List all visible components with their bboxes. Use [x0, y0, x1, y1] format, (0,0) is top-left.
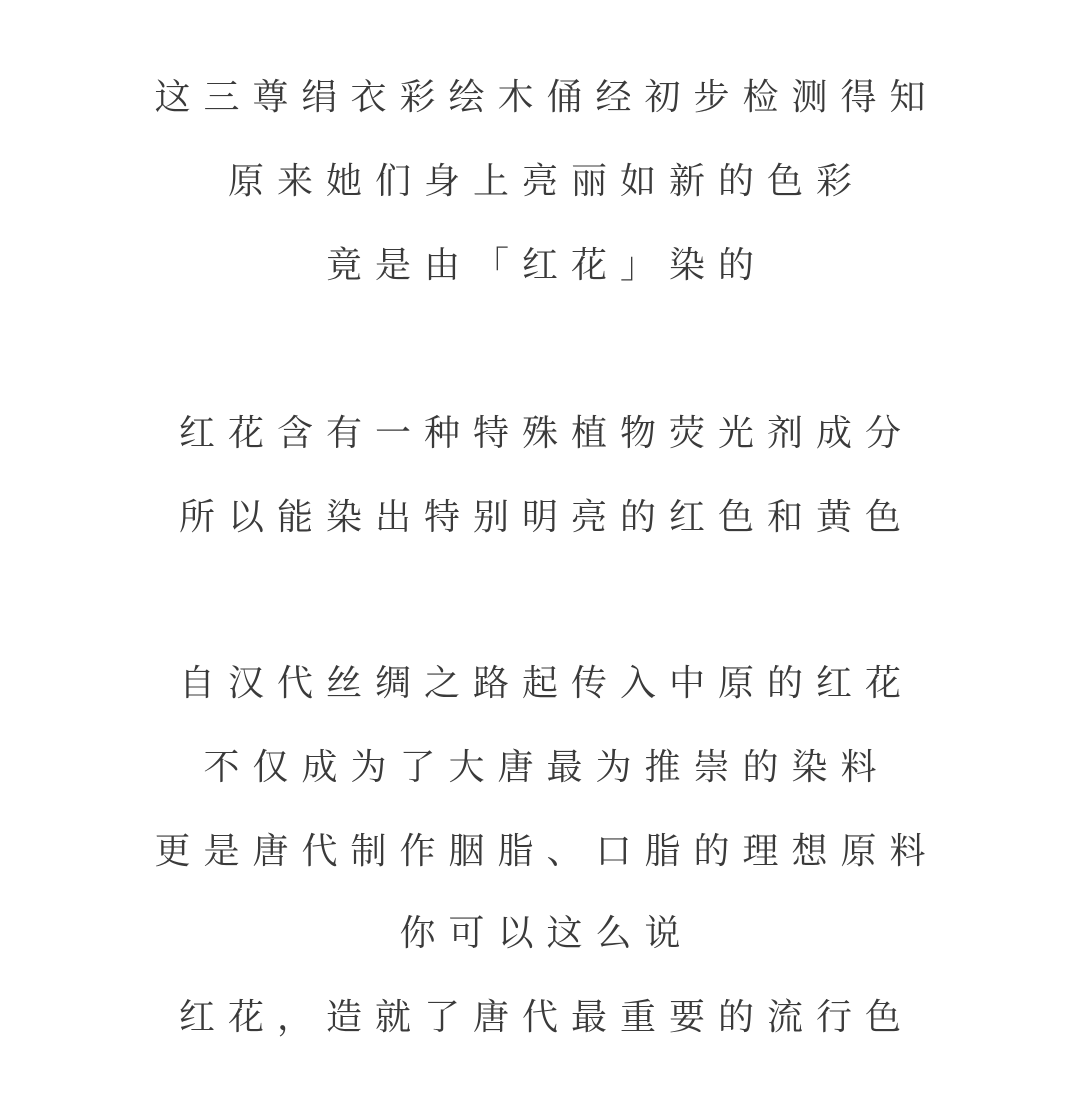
text-line: 你可以这么说: [399, 913, 694, 954]
text-line: 更是唐代制作胭脂、口脂的理想原料: [154, 831, 939, 872]
text-line: 自汉代丝绸之路起传入中原的红花: [178, 663, 914, 704]
text-line: 所以能染出特别明亮的红色和黄色: [178, 497, 914, 538]
text-line: 这三尊绢衣彩绘木俑经初步检测得知: [154, 77, 939, 118]
text-line: 红花，造就了唐代最重要的流行色: [178, 997, 914, 1038]
text-line: 竟是由「红花」染的: [325, 245, 767, 286]
text-line: 红花含有一种特殊植物荧光剂成分: [178, 413, 914, 454]
text-line: 原来她们身上亮丽如新的色彩: [227, 161, 865, 202]
text-line: 不仅成为了大唐最为推崇的染料: [203, 747, 890, 788]
